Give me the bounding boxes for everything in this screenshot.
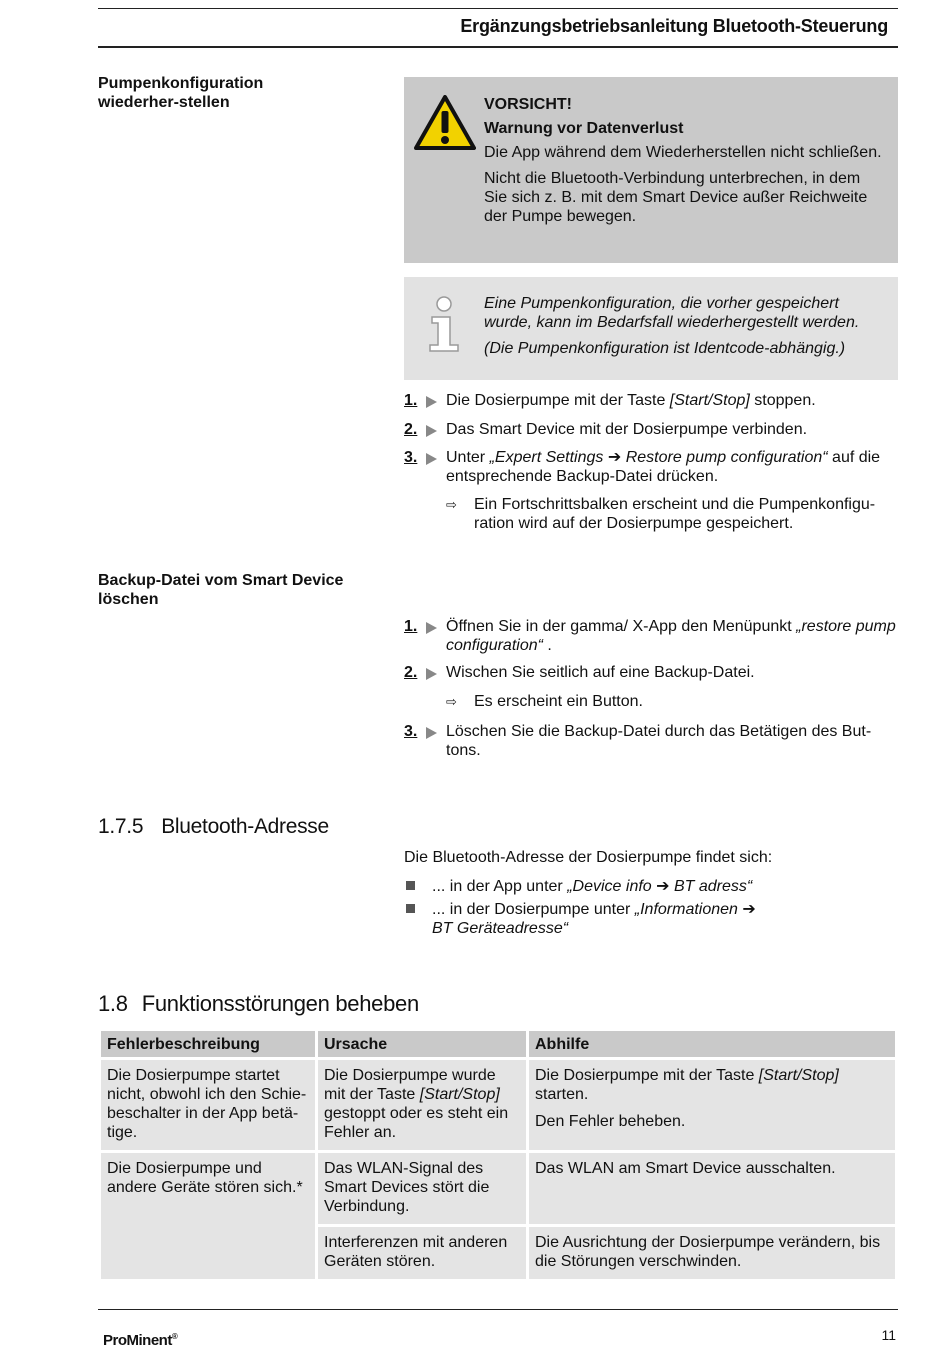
cell-remedy: Die Dosierpumpe mit der Taste [Start/Stop] starten. Den Fehler beheben. (529, 1060, 895, 1150)
step-arrow-icon (426, 668, 437, 680)
column-header-description: Fehlerbeschreibung (101, 1031, 315, 1057)
table-row (101, 1153, 895, 1224)
cell-cause: Die Dosierpumpe wurde mit der Taste [Start/Stop] gestoppt oder es steht ein Fehler an. (318, 1060, 526, 1150)
bt-intro: Die Bluetooth-Adresse der Dosierpumpe findet sich: (404, 849, 773, 866)
result-text: Ein Fortschrittsbalken erscheint und die Pumpenkonfigu-ration wird auf der Dosierpumpe gespeichert. (474, 496, 876, 532)
step-arrow-icon (426, 453, 437, 465)
step-text: Die Dosierpumpe mit der Taste [Start/Stop] stoppen. (446, 392, 816, 409)
bullet-text: ... in der Dosierpumpe unter „Informationen ➔ BT Geräteadresse“ (432, 901, 756, 937)
cell-cause: Das WLAN-Signal des Smart Devices stört die Verbindung. (318, 1153, 526, 1224)
faults-heading (98, 991, 419, 1016)
chapter-number: 1.8 (98, 991, 128, 1016)
step-number: 2. (404, 421, 418, 438)
header-rule-thick (98, 46, 898, 48)
section-number: 1.7.5 (98, 815, 144, 838)
bullet-text: ... in der App unter „Device info ➔ BT adress“ (432, 878, 753, 895)
step-text: Löschen Sie die Backup-Datei durch das Betätigen des But-tons. (446, 723, 872, 759)
table-header-row (101, 1031, 895, 1057)
warning-triangle-icon (414, 95, 476, 151)
cell-remedy: Das WLAN am Smart Device ausschalten. (529, 1153, 895, 1224)
step-number: 1. (404, 618, 418, 635)
prominent-logo: ProMinent® (103, 1332, 178, 1349)
bullet-square-icon (406, 881, 415, 890)
info-text-1: Eine Pumpenkonfiguration, die vorher gespeichert wurde, kann im Bedarfsfall wiederhergestellt werden. (484, 295, 860, 331)
step-number: 1. (404, 392, 418, 409)
step-text: Unter „Expert Settings ➔ Restore pump configuration“ auf die entsprechende Backup-Datei drücken. (446, 449, 881, 485)
bullet-square-icon (406, 904, 415, 913)
step-text: Öffnen Sie in der gamma/ X-App den Menüpunkt „restore pump configuration“ . (446, 618, 896, 654)
delete-side-title: Backup-Datei vom Smart Device löschen (98, 572, 344, 608)
info-box (404, 277, 898, 380)
footer-rule (98, 1309, 898, 1310)
header-rule (98, 8, 898, 9)
warning-text-2: Nicht die Bluetooth-Verbindung unterbrechen, in dem Sie sich z. B. mit dem Smart Device außer Reichweite der Pumpe bewegen. (484, 170, 868, 225)
column-header-remedy: Abhilfe (529, 1031, 895, 1057)
step-arrow-icon (426, 396, 437, 408)
step-arrow-icon (426, 622, 437, 634)
step-arrow-icon (426, 727, 437, 739)
chapter-title: Funktionsstörungen beheben (141, 991, 419, 1016)
step-number: 2. (404, 664, 418, 681)
cell-remedy: Die Ausrichtung der Dosierpumpe verändern, bis die Störungen verschwinden. (529, 1227, 895, 1279)
cell-remedy-extra: Den Fehler beheben. (535, 1113, 686, 1130)
cell-cause: Interferenzen mit anderen Geräten stören. (318, 1227, 526, 1279)
result-arrow-icon: ⇨ (446, 497, 457, 512)
warning-subtitle: Warnung vor Datenverlust (484, 120, 684, 137)
cell-description: Die Dosierpumpe startet nicht, obwohl ich den Schie-beschalter in der App betä-tige. (101, 1060, 315, 1150)
warning-box (404, 77, 898, 263)
result-arrow-icon: ⇨ (446, 694, 457, 709)
fault-table (98, 1028, 898, 1282)
cell-description: Die Dosierpumpe und andere Geräte stören sich.* (101, 1153, 315, 1279)
table-row (101, 1060, 895, 1150)
section-title: Bluetooth-Adresse (161, 815, 329, 838)
step-number: 3. (404, 723, 418, 740)
warning-label: VORSICHT! (484, 96, 572, 113)
info-text-2: (Die Pumpenkonfiguration ist Identcode-abhängig.) (484, 340, 846, 357)
warning-text-1: Die App während dem Wiederherstellen nicht schließen. (484, 144, 882, 161)
restore-side-title: Pumpenkonfiguration wiederher-stellen (98, 75, 264, 111)
step-text: Wischen Sie seitlich auf eine Backup-Datei. (446, 664, 755, 681)
column-header-cause: Ursache (318, 1031, 526, 1057)
page-number: 11 (881, 1327, 896, 1343)
step-arrow-icon (426, 425, 437, 437)
step-number: 3. (404, 449, 418, 466)
bt-section-heading (98, 817, 329, 836)
page-header-title: Ergänzungsbetriebsanleitung Bluetooth-Steuerung (460, 16, 888, 36)
step-text: Das Smart Device mit der Dosierpumpe verbinden. (446, 421, 808, 438)
info-icon (424, 295, 464, 353)
result-text: Es erscheint ein Button. (474, 693, 643, 710)
